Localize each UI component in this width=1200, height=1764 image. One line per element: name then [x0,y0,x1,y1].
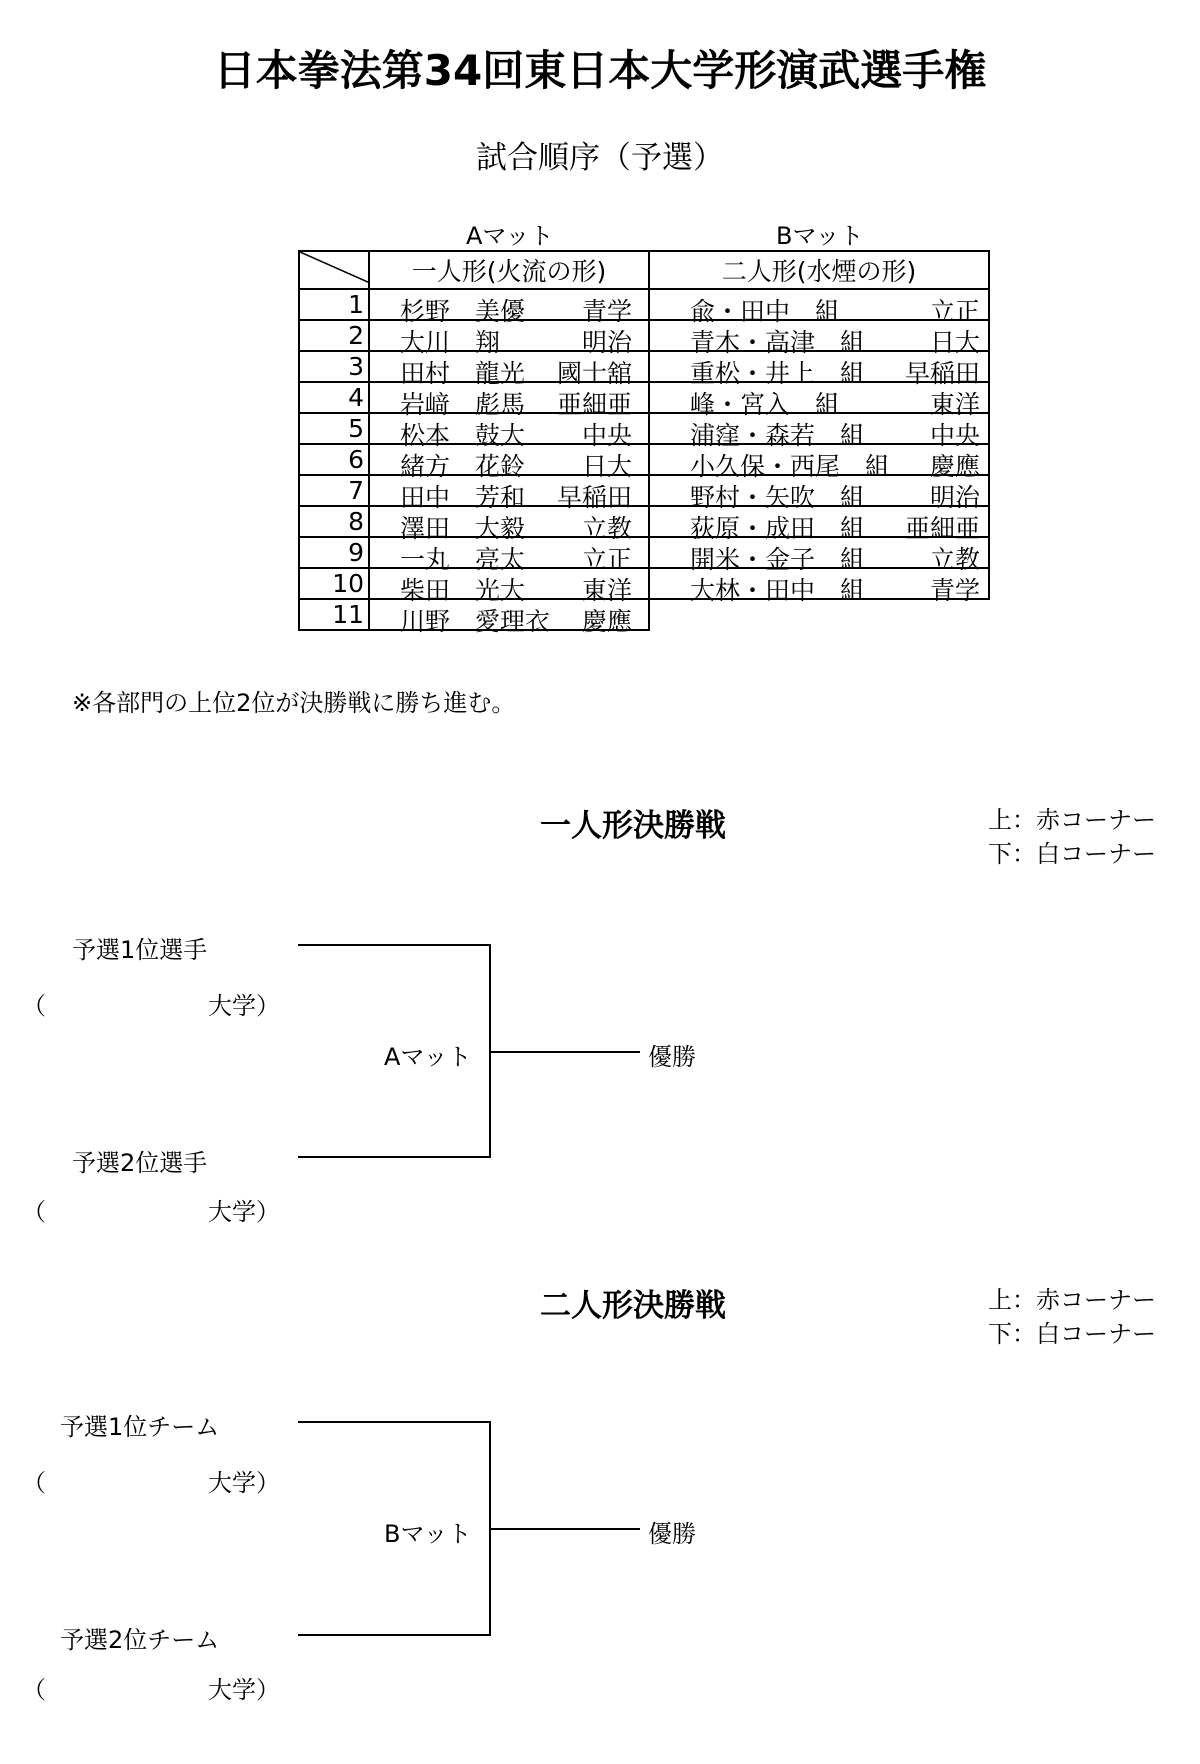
competitor-name: 川野 愛理衣 [400,607,551,636]
row-number: 9 [299,537,369,568]
final-1-bracket [298,945,640,1157]
pair-school: 日大 [929,328,980,357]
competitor-name: 杉野 美優 [400,297,526,326]
final-2-winner: 優勝 [648,1520,696,1548]
final-1-top-univ: 大学） [208,992,280,1020]
final-2-bottom-entry: 予選2位チーム [60,1626,220,1654]
final-2-bottom-univ: 大学） [208,1676,280,1704]
header-b: 二人形(水煙の形) [649,251,989,289]
row-number: 3 [299,351,369,382]
competitor-school: 立教 [581,514,632,543]
final-2-bracket [298,1422,640,1635]
final-2-title: 二人形決勝戦 [540,1288,726,1324]
pair-name: 重松・井上 組 [690,359,866,388]
competitor-school: 亜細亜 [556,390,632,419]
competitor-name: 岩﨑 彪馬 [400,390,526,419]
final-2-mat: Bマット [384,1520,472,1548]
final-1-top-univ-open: （ [22,992,46,1020]
competitor-school: 東洋 [581,576,632,605]
final-1-bottom-univ-open: （ [22,1198,46,1226]
pair-name: 開米・金子 組 [690,545,866,574]
row-number: 4 [299,382,369,413]
schedule-subtitle: 試合順序（予選） [476,140,724,176]
final-1-corner-top: 上：赤コーナー [988,806,1156,834]
final-1-mat: Aマット [384,1043,472,1071]
competitor-name: 松本 鼓大 [400,421,526,450]
competitor-name: 大川 翔 [400,328,501,357]
competitor-school: 立正 [581,545,632,574]
pair-name: 峰・宮入 組 [690,390,841,419]
mat-a-label: Aマット [466,222,554,250]
row-number: 5 [299,413,369,444]
pair-name: 小久保・西尾 組 [690,452,891,481]
competitor-name: 一丸 亮太 [400,545,526,574]
pair-school: 早稲田 [904,359,980,388]
pair-school: 亜細亜 [904,514,980,543]
pair-school: 青学 [929,576,980,605]
row-number: 1 [299,289,369,320]
row-number: 11 [299,599,369,630]
competitor-school: 中央 [581,421,632,450]
pair-name: 兪・田中 組 [690,297,841,326]
row-number: 2 [299,320,369,351]
pair-name: 野村・矢吹 組 [690,483,866,512]
final-2-top-entry: 予選1位チーム [60,1413,220,1441]
competitor-name: 柴田 光大 [400,576,526,605]
competitor-school: 日大 [581,452,632,481]
final-2-corner-top: 上：赤コーナー [988,1286,1156,1314]
pair-school: 立正 [929,297,980,326]
pair-school: 立教 [929,545,980,574]
pair-school: 慶應 [929,452,980,481]
final-1-top-entry: 予選1位選手 [72,936,208,964]
competitor-school: 青学 [581,297,632,326]
final-1-title: 一人形決勝戦 [540,808,726,844]
competitor-name: 田村 龍光 [400,359,526,388]
competitor-name: 澤田 大毅 [400,514,526,543]
pair-school: 東洋 [929,390,980,419]
pair-name: 浦窪・森若 組 [690,421,866,450]
competitor-school: 國士舘 [556,359,632,388]
row-number: 8 [299,506,369,537]
competitor-school: 慶應 [581,607,632,636]
competitor-school: 早稲田 [556,483,632,512]
final-2-top-univ: 大学） [208,1469,280,1497]
final-2-top-univ-open: （ [22,1469,46,1497]
final-1-winner: 優勝 [648,1043,696,1071]
competitor-name: 緒方 花鈴 [400,452,526,481]
row-number: 10 [299,568,369,599]
final-1-bottom-entry: 予選2位選手 [72,1149,208,1177]
final-1-corner-bottom: 下：白コーナー [988,840,1156,868]
pair-school: 明治 [929,483,980,512]
row-number: 7 [299,475,369,506]
mat-b-label: Bマット [776,222,864,250]
pair-school: 中央 [929,421,980,450]
pair-name: 大林・田中 組 [690,576,866,605]
competitor-name: 田中 芳和 [400,483,526,512]
header-a: 一人形(火流の形) [369,251,649,289]
final-2-bottom-univ-open: （ [22,1676,46,1704]
final-1-bottom-univ: 大学） [208,1198,280,1226]
pair-name: 青木・高津 組 [690,328,866,357]
final-2-corner-bottom: 下：白コーナー [988,1320,1156,1348]
advance-note: ※各部門の上位2位が決勝戦に勝ち進む。 [72,689,516,717]
page-title: 日本拳法第34回東日本大学形演武選手権 [213,46,987,95]
pair-name: 荻原・成田 組 [690,514,866,543]
competitor-school: 明治 [581,328,632,357]
row-number: 6 [299,444,369,475]
